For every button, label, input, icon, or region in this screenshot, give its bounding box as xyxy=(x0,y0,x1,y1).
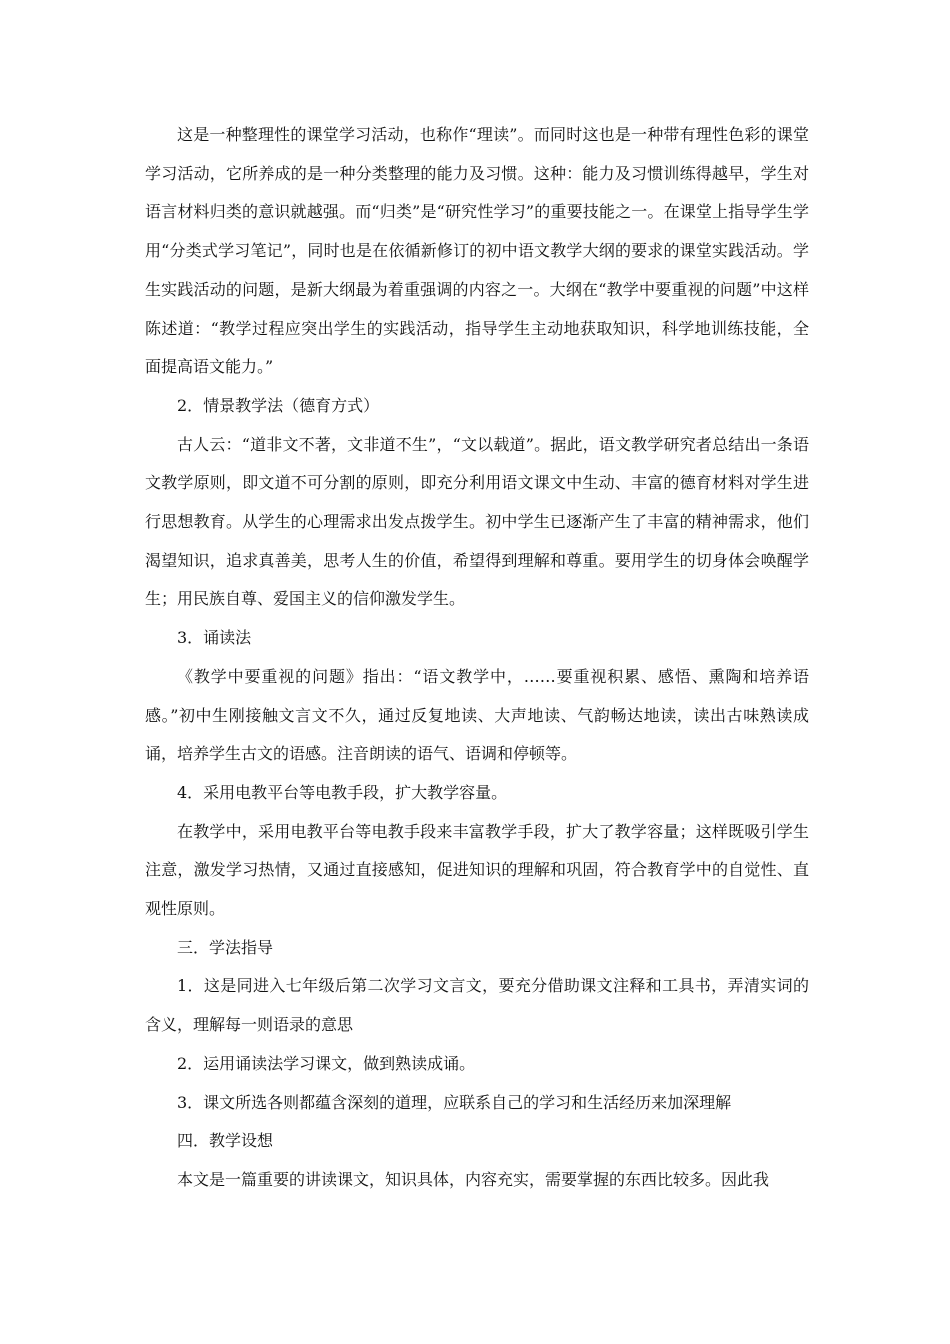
paragraph-multimedia: 在教学中，采用电教平台等电教手段来丰富教学手段，扩大了教学容量；这样既吸引学生注意，激发学习热情，又通过直接感知，促进知识的理解和巩固，符合教育学中的自觉性、直观性原则。 xyxy=(145,821,809,919)
document-body xyxy=(145,116,809,1200)
paragraph-guidance-3: 3．课文所选各则都蕴含深刻的道理，应联系自己的学习和生活经历来加深理解 xyxy=(177,1092,732,1112)
heading-multimedia-teaching: 4．采用电教平台等电教手段，扩大教学容量。 xyxy=(177,782,508,802)
paragraph-teaching-plan: 本文是一篇重要的讲读课文，知识具体，内容充实，需要掌握的东西比较多。因此我 xyxy=(177,1169,770,1189)
heading-recitation-method: 3．诵读法 xyxy=(177,628,252,648)
paragraph-recitation: 《教学中要重视的问题》指出：“语文教学中，……要重视积累、感悟、熏陶和培养语感。”初中生刚接触文言文不久，通过反复地读、大声地读、气韵畅达地读，读出古味熟读成诵，培养学生古文的语感。注音朗读的语气、语调和停顿等。 xyxy=(145,666,809,764)
heading-situational-teaching: 2．情景教学法（德育方式） xyxy=(177,395,380,415)
heading-teaching-plan: 四．教学设想 xyxy=(177,1131,274,1151)
paragraph-moral-education: 古人云：“道非文不著，文非道不生”，“文以载道”。据此，语文教学研究者总结出一条语文教学原则，即文道不可分割的原则，即充分利用语文课文中生动、丰富的德育材料对学生进行思想教育。从学生的心理需求出发点拨学生。初中学生已逐渐产生了丰富的精神需求，他们渴望知识，追求真善美，思考人生的价值，希望得到理解和尊重。要用学生的切身体会唤醒学生；用民族自尊、爱国主义的信仰激发学生。 xyxy=(145,434,809,609)
heading-study-guidance: 三．学法指导 xyxy=(177,937,274,957)
paragraph-reading-activity: 这是一种整理性的课堂学习活动，也称作“理读”。而同时这也是一种带有理性色彩的课堂学习活动，它所养成的是一种分类整理的能力及习惯。这种：能力及习惯训练得越早，学生对语言材料归类的意识就越强。而“归类”是“研究性学习”的重要技能之一。在课堂上指导学生学用“分类式学习笔记”，同时也是在依循新修订的初中语文教学大纲的要求的课堂实践活动。学生实践活动的问题，是新大纲最为着重强调的内容之一。大纲在“教学中要重视的问题”中这样陈述道：“教学过程应突出学生的实践活动，指导学生主动地获取知识，科学地训练技能，全面提高语文能力。” xyxy=(145,125,809,377)
paragraph-guidance-1: 1．这是同进入七年级后第二次学习文言文，要充分借助课文注释和工具书，弄清实词的含义，理解每一则语录的意思 xyxy=(145,976,809,1035)
paragraph-guidance-2: 2．运用诵读法学习课文，做到熟读成诵。 xyxy=(177,1053,476,1073)
